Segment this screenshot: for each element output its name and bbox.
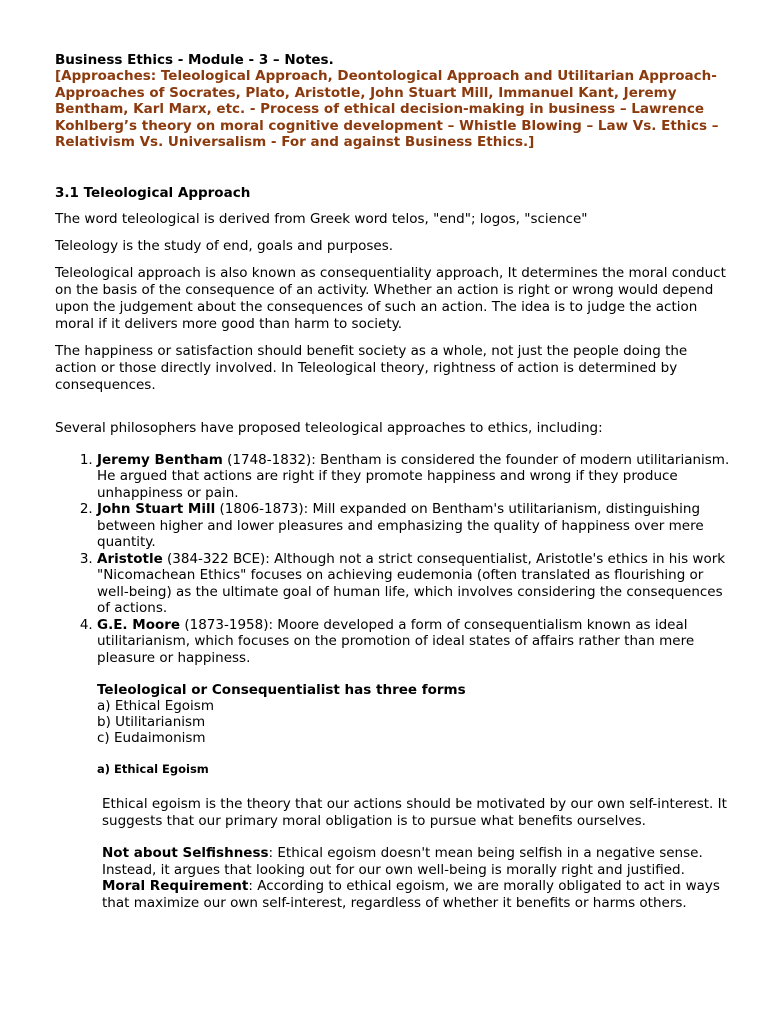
egoism-point-text: : Ethical egoism doesn't mean being selfish in a negative sense. Instead, it argues that looking out for our own well-being is morally right and justified. bbox=[102, 845, 703, 878]
paragraph-etymology: The word teleological is derived from Greek word telos, "end"; logos, "science" bbox=[55, 210, 588, 227]
egoism-heading: a) Ethical Egoism bbox=[97, 762, 209, 776]
list-item bbox=[97, 452, 730, 502]
list-item bbox=[97, 551, 730, 617]
philosopher-name: Aristotle bbox=[97, 550, 163, 567]
egoism-point-text: : According to ethical egoism, we are morally obligated to act in ways that maximize our own self-interest, regardless of whether it benefits or harms others. bbox=[102, 878, 720, 911]
philosopher-name: Jeremy Bentham bbox=[97, 451, 223, 468]
list-item bbox=[97, 501, 730, 551]
forms-item: b) Utilitarianism bbox=[97, 714, 206, 730]
egoism-block bbox=[102, 796, 730, 911]
philosopher-text: (1748-1832): Bentham is considered the founder of modern utilitarianism. He argued that actions are right if they promote happiness and wrong if they produce unhappiness or pain. bbox=[97, 451, 730, 501]
forms-block bbox=[97, 682, 730, 746]
egoism-point bbox=[102, 845, 730, 878]
document-title: Business Ethics - Module - 3 – Notes. bbox=[55, 52, 334, 68]
forms-item: a) Ethical Egoism bbox=[97, 698, 214, 714]
egoism-point-term: Moral Requirement bbox=[102, 878, 249, 894]
philosopher-text: (1806-1873): Mill expanded on Bentham's utilitarianism, distinguishing between higher and lower pleasures and emphasizing the quality of happiness over mere quantity. bbox=[97, 501, 704, 550]
egoism-point-term: Not about Selfishness bbox=[102, 845, 269, 861]
section-heading: 3.1 Teleological Approach bbox=[55, 184, 251, 201]
philosopher-text: (1873-1958): Moore developed a form of consequentialism known as ideal utilitarianism, which focuses on the promotion of ideal states of affairs rather than mere pleasure or happiness. bbox=[97, 616, 695, 666]
document-page bbox=[55, 52, 730, 911]
egoism-intro: Ethical egoism is the theory that our actions should be motivated by our own self-interest. It suggests that our primary moral obligation is to pursue what benefits ourselves. bbox=[102, 796, 727, 829]
paragraph-consequentiality: Teleological approach is also known as consequentiality approach, It determines the moral conduct on the basis of the consequence of an activity. Whether an action is right or wrong would depend upon the judgement about the consequences of such an action. The idea is to judge the action moral if it delivers more good than harm to society. bbox=[55, 264, 726, 332]
paragraph-definition: Teleology is the study of end, goals and purposes. bbox=[55, 237, 394, 254]
philosopher-text: (384-322 BCE): Although not a strict consequentialist, Aristotle's ethics in his work "Nicomachean Ethics" focuses on achieving eudemonia (often translated as flourishing or well-being) as the ultimate goal of human life, which involves considering the consequences of actions. bbox=[97, 550, 726, 616]
paragraph-happiness: The happiness or satisfaction should benefit society as a whole, not just the people doing the action or those directly involved. In Teleological theory, rightness of action is determined by consequences. bbox=[55, 342, 688, 393]
philosophers-list bbox=[55, 452, 730, 667]
document-subtitle: [Approaches: Teleological Approach, Deontological Approach and Utilitarian Approach- Approaches of Socrates, Plato, Aristotle, John Stuart Mill, Immanuel Kant, Jeremy Bentham, Karl Marx, etc. - Process of ethical decision-making in business – Lawrence Kohlberg’s theory on moral cognitive development – Whistle Blowing – Law Vs. Ethics – Relativism Vs. Universalism - For and against Business Ethics.] bbox=[55, 68, 719, 150]
egoism-point bbox=[102, 878, 730, 911]
forms-item: c) Eudaimonism bbox=[97, 730, 206, 746]
philosopher-name: G.E. Moore bbox=[97, 616, 181, 633]
philosopher-name: John Stuart Mill bbox=[97, 501, 216, 517]
list-item bbox=[97, 617, 730, 667]
paragraph-philosophers-intro: Several philosophers have proposed teleological approaches to ethics, including: bbox=[55, 419, 603, 436]
forms-heading: Teleological or Consequentialist has three forms bbox=[97, 682, 466, 698]
